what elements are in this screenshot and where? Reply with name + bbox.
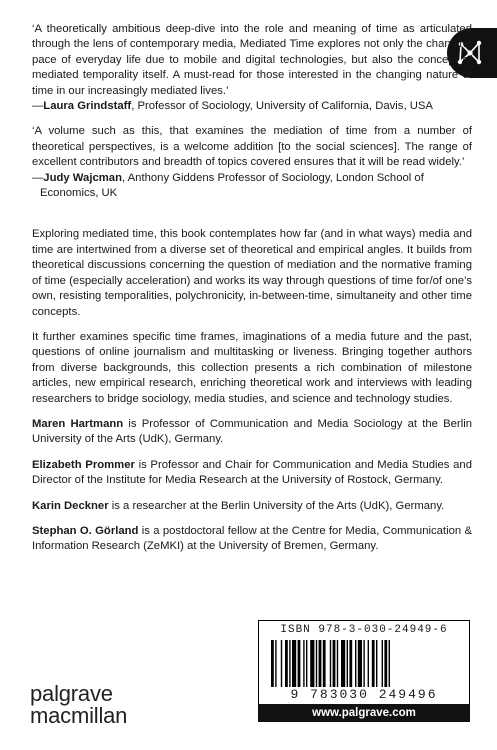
quote-affiliation: , Professor of Sociology, University of California, Davis, USA bbox=[131, 100, 433, 113]
quote-text: ‘A volume such as this, that examines the mediation of time from a number of theoretical perspectives, is a welcome addition [to the social sciences]. The range of excellent contributors and breadth of topics covered ensures that it will be read widely.’ bbox=[32, 125, 472, 169]
quote-affiliation: , Anthony Giddens Professor of Sociology, London School of Economics, UK bbox=[40, 171, 424, 200]
quote-text: ‘A theoretically ambitious deep-dive into the role and meaning of time as articulated through the lens of contemporary media, Mediated Time explores not only the changing pace of everyday life due to mobile and digital technologies, but also the concept of mediated temporality itself. A must-read for those interested in the changing nature of time in our increasingly mediated lives.’ bbox=[32, 23, 472, 97]
publisher-name-line1: palgrave bbox=[30, 681, 113, 706]
isbn-label: ISBN 978-3-030-24949-6 bbox=[280, 624, 448, 636]
publisher-name-line2: macmillan bbox=[30, 703, 128, 728]
editor-bio: Karin Deckner is a researcher at the Berlin University of the Arts (UdK), Germany. bbox=[32, 499, 445, 512]
editor-bio: Maren Hartmann is Professor of Communication and Media Sociology at the Berlin University of the Arts (UdK), Germany. bbox=[32, 417, 472, 446]
barcode-digits: 9 783030 249496 bbox=[259, 687, 469, 702]
quote-attribution: —Judy Wajcman, Anthony Giddens Professor of Sociology, London School of Economics, UK bbox=[32, 171, 424, 200]
editor-name: Maren Hartmann bbox=[32, 417, 124, 430]
cover-text bbox=[32, 22, 472, 565]
editor-name: Elizabeth Prommer bbox=[32, 458, 135, 471]
editor-name: Stephan O. Görland bbox=[32, 524, 139, 537]
quote-attribution: —Laura Grindstaff, Professor of Sociology, University of California, Davis, USA bbox=[32, 100, 433, 113]
editor-bio: Elizabeth Prommer is Professor and Chair for Communication and Media Studies and Director of the Institute for Media Research at the University of Rostock, Germany. bbox=[32, 458, 472, 487]
quote-author: Judy Wajcman bbox=[43, 171, 122, 184]
publisher-logo bbox=[30, 683, 127, 727]
description-paragraph: Exploring mediated time, this book contemplates how far (and in what ways) media and time are intertwined from a diverse set of theoretical and empirical angles. It builds from theoretical discussions concerning the question of mediation and the normative framing of time (especially acceleration) and works its way through questions of time for/of one’s own, resisting temporalities, polychronicity, in-between-time, simultaneity and other time concepts. bbox=[32, 228, 472, 318]
praise-quote-2 bbox=[32, 124, 472, 201]
publisher-url[interactable]: www.palgrave.com bbox=[258, 704, 470, 722]
quote-author: Laura Grindstaff bbox=[43, 100, 132, 113]
editor-name: Karin Deckner bbox=[32, 499, 109, 512]
isbn-barcode bbox=[258, 620, 470, 706]
editor-bio: Stephan O. Görland is a postdoctoral fellow at the Centre for Media, Communication & Information Research (ZeMKI) at the University of Bremen, Germany. bbox=[32, 524, 472, 553]
barcode-bars bbox=[271, 640, 457, 692]
praise-quote-1 bbox=[32, 22, 472, 114]
description-paragraph: It further examines specific time frames, imaginations of a media future and the past, questions of online journalism and multitasking or liveness. Bringing together authors from diverse backgrounds, this collection presents a rich combination of milestone articles, new empirical research, enriching theoretical work and interviews with leading researchers to bridge sociology, media studies, and science and technology studies. bbox=[32, 330, 472, 405]
